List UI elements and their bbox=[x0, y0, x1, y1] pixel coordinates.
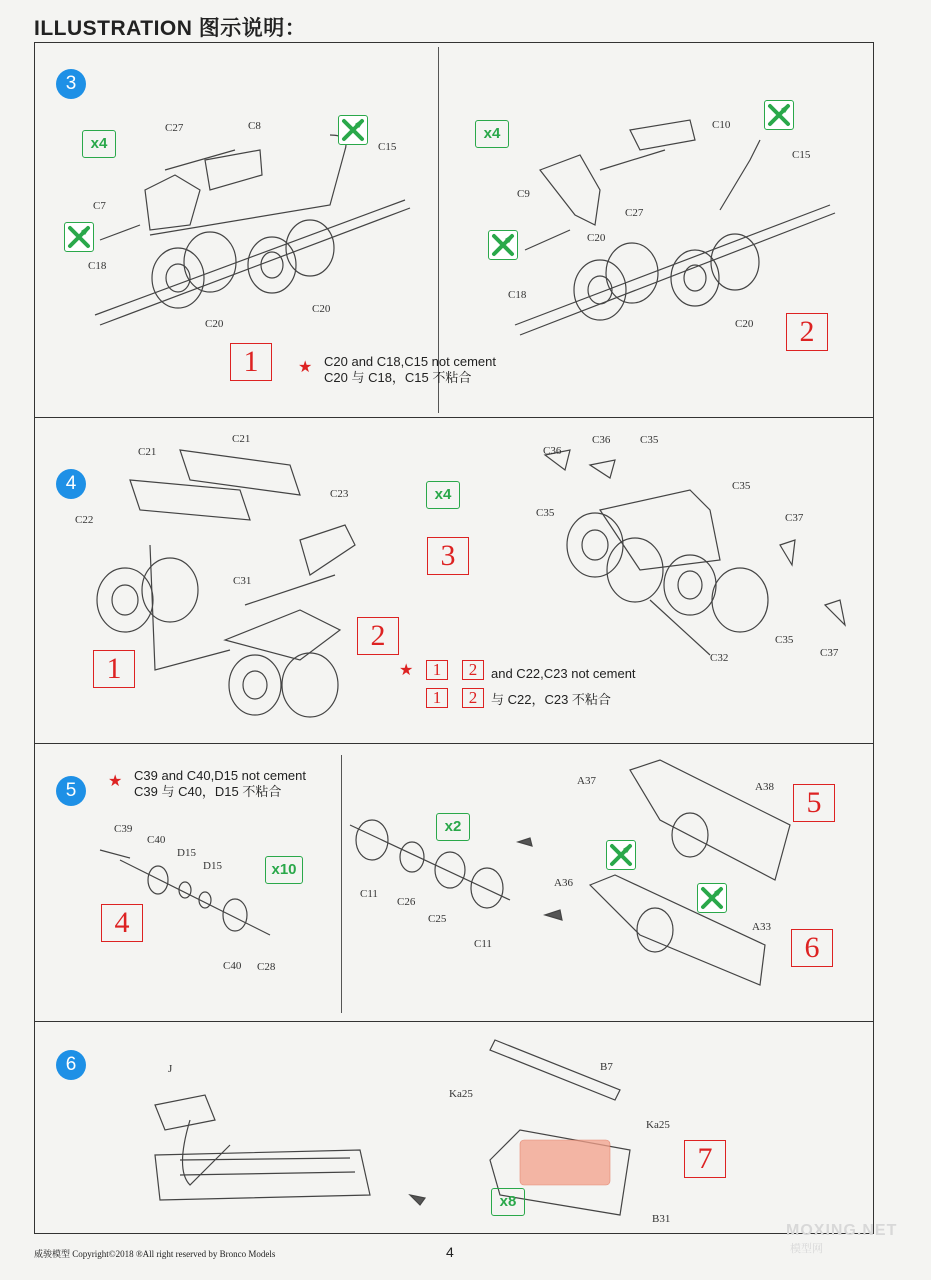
part-label: C26 bbox=[397, 896, 416, 908]
part-label: C11 bbox=[360, 888, 378, 900]
part-label: B31 bbox=[652, 1213, 671, 1225]
part-label: D15 bbox=[203, 860, 222, 872]
quantity-badge: x8 bbox=[491, 1188, 525, 1216]
part-label: C11 bbox=[474, 938, 492, 950]
note-english: C20 and C18,C15 not cement bbox=[324, 354, 496, 369]
subassembly-box-4: 4 bbox=[101, 904, 143, 942]
subassembly-box-ref: 1 bbox=[426, 660, 448, 680]
note-chinese: 与 C22，C23 不粘合 bbox=[491, 692, 611, 707]
subassembly-box-7: 7 bbox=[684, 1140, 726, 1178]
quantity-badge: x4 bbox=[475, 120, 509, 148]
part-label: Ka25 bbox=[646, 1119, 670, 1131]
suspension-arm-drawing bbox=[95, 135, 410, 325]
quantity-badge: x2 bbox=[436, 813, 470, 841]
part-label: C20 bbox=[205, 318, 224, 330]
part-label: C20 bbox=[735, 318, 754, 330]
part-label: C20 bbox=[587, 232, 606, 244]
quantity-badge: x10 bbox=[265, 856, 303, 884]
watermark: MOXING.NET bbox=[786, 1222, 898, 1239]
subassembly-box-ref: 1 bbox=[426, 688, 448, 708]
page-number: 4 bbox=[446, 1244, 454, 1260]
part-label: A37 bbox=[577, 775, 596, 787]
part-label: C18 bbox=[508, 289, 527, 301]
part-label: C36 bbox=[543, 445, 562, 457]
part-label: C40 bbox=[223, 960, 242, 972]
no-cement-icon bbox=[338, 115, 368, 145]
track-drawing bbox=[155, 1040, 630, 1215]
star-icon: ★ bbox=[108, 773, 123, 790]
part-label: C8 bbox=[248, 120, 261, 132]
part-label: C25 bbox=[428, 913, 447, 925]
part-label: B7 bbox=[600, 1061, 613, 1073]
bogie-drawing bbox=[545, 450, 845, 655]
subassembly-box-2: 2 bbox=[786, 313, 828, 351]
note-chinese: C39 与 C40，D15 不粘合 bbox=[134, 784, 282, 799]
no-cement-icon bbox=[764, 100, 794, 130]
part-label: C39 bbox=[114, 823, 133, 835]
part-label: C36 bbox=[592, 434, 611, 446]
subassembly-box-ref: 2 bbox=[462, 660, 484, 680]
copyright-footer: 威骏模型 Copyright©2018 ®All right reserved by Bronco Models bbox=[34, 1249, 276, 1259]
part-label: C37 bbox=[785, 512, 804, 524]
quantity-badge: x4 bbox=[82, 130, 116, 158]
part-label: C35 bbox=[640, 434, 659, 446]
no-cement-icon bbox=[606, 840, 636, 870]
part-label: A33 bbox=[752, 921, 771, 933]
part-label: C35 bbox=[536, 507, 555, 519]
subassembly-box-3: 3 bbox=[427, 537, 469, 575]
subassembly-box-1: 1 bbox=[230, 343, 272, 381]
part-label: C31 bbox=[233, 575, 252, 587]
step-number-3: 3 bbox=[56, 69, 86, 99]
subassembly-box-6: 6 bbox=[791, 929, 833, 967]
watermark-sub: 模型网 bbox=[790, 1243, 823, 1255]
bogie-drawing bbox=[97, 450, 355, 717]
no-cement-icon bbox=[697, 883, 727, 913]
track-links-highlight bbox=[520, 1140, 610, 1185]
part-label: D15 bbox=[177, 847, 196, 859]
suspension-arm-drawing bbox=[515, 120, 835, 335]
part-label: C10 bbox=[712, 119, 731, 131]
part-label: C18 bbox=[88, 260, 107, 272]
part-label: C32 bbox=[710, 652, 729, 664]
part-label: C20 bbox=[312, 303, 331, 315]
no-cement-icon bbox=[488, 230, 518, 260]
part-label: A36 bbox=[554, 877, 573, 889]
quantity-badge: x4 bbox=[426, 481, 460, 509]
part-label: C37 bbox=[820, 647, 839, 659]
note-english: C39 and C40,D15 not cement bbox=[134, 768, 306, 783]
star-icon: ★ bbox=[298, 359, 313, 376]
part-label: C28 bbox=[257, 961, 276, 973]
subassembly-box-ref: 2 bbox=[462, 688, 484, 708]
note-english: and C22,C23 not cement bbox=[491, 666, 636, 681]
part-label: C7 bbox=[93, 200, 106, 212]
step-number-6: 6 bbox=[56, 1050, 86, 1080]
part-label: C35 bbox=[732, 480, 751, 492]
part-label: C23 bbox=[330, 488, 349, 500]
step-number-4: 4 bbox=[56, 469, 86, 499]
part-label: C40 bbox=[147, 834, 166, 846]
subassembly-box-5: 5 bbox=[793, 784, 835, 822]
part-label: C15 bbox=[378, 141, 397, 153]
subassembly-box-1: 1 bbox=[93, 650, 135, 688]
part-label: C15 bbox=[792, 149, 811, 161]
subassembly-box-2: 2 bbox=[357, 617, 399, 655]
part-label: C35 bbox=[775, 634, 794, 646]
part-label: C22 bbox=[75, 514, 94, 526]
part-label: C21 bbox=[232, 433, 251, 445]
part-label: C21 bbox=[138, 446, 157, 458]
note-chinese: C20 与 C18，C15 不粘合 bbox=[324, 370, 472, 385]
part-label: Ka25 bbox=[449, 1088, 473, 1100]
part-label: C9 bbox=[517, 188, 530, 200]
star-icon: ★ bbox=[399, 662, 414, 679]
step-number-5: 5 bbox=[56, 776, 86, 806]
part-label: A38 bbox=[755, 781, 774, 793]
page-title: ILLUSTRATION 图示说明： bbox=[34, 17, 307, 40]
no-cement-icon bbox=[64, 222, 94, 252]
part-label: C27 bbox=[165, 122, 184, 134]
part-label: J bbox=[168, 1063, 173, 1075]
part-label: C27 bbox=[625, 207, 644, 219]
